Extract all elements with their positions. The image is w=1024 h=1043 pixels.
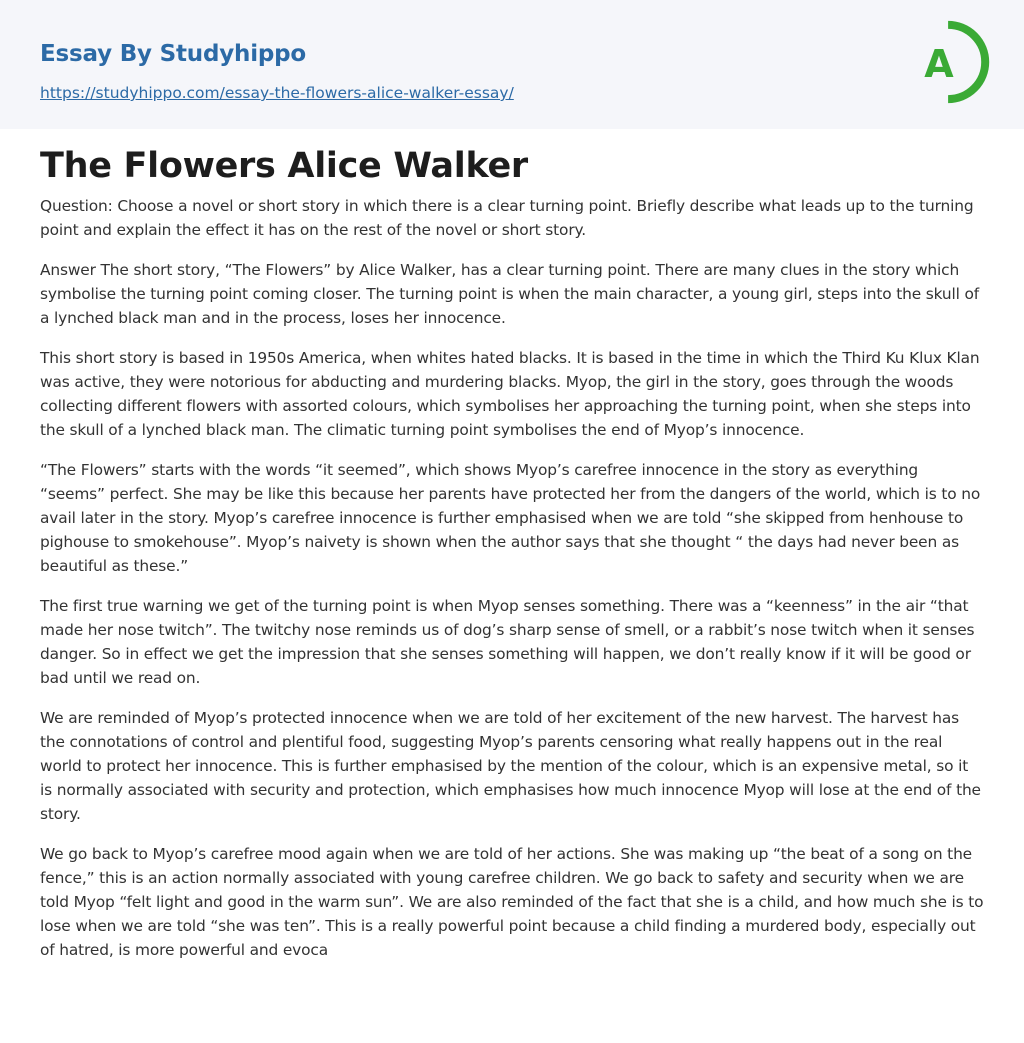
logo-letter: A — [924, 42, 954, 86]
paragraph-harvest: We are reminded of Myop’s protected innocence when we are told of her excitement of the new harvest. The harvest has the connotations of control and plentiful food, suggesting Myop’s parents censoring what really happens out in the real world to protect her innocence. This is further emphasised by the mention of the colour, which is an expensive metal, so it is normally associated with security and protection, which emphasises how much innocence Myop will lose at the end of the story. — [40, 709, 981, 823]
site-title[interactable]: Essay By Studyhippo — [40, 41, 307, 67]
article-title: The Flowers Alice Walker — [40, 146, 528, 186]
paragraph-carefree-mood: We go back to Myop’s carefree mood again when we are told of her actions. She was making up “the beat of a song on the fence,” this is an action normally associated with young carefree children. We go back to safety and security when we are told Myop “felt light and good in the warm sun”. We are also reminded of the fact that she is a child, and how much she is to lose when we are told “she was ten”. This is a really powerful point because a child finding a murdered body, especially out of hatred, is more powerful and evoca — [40, 845, 984, 959]
site-header — [0, 0, 1024, 129]
article-body — [40, 194, 984, 978]
source-url-link[interactable]: https://studyhippo.com/essay-the-flowers-alice-walker-essay/ — [40, 84, 514, 102]
paragraph-first-warning: The first true warning we get of the turning point is when Myop senses something. There was a “keenness” in the air “that made her nose twitch”. The twitchy nose reminds us of dog’s sharp sense of smell, or a rabbit’s nose twitch when it senses danger. So in effect we get the impression that she senses something will happen, we don’t really know if it will be good or bad until we read on. — [40, 597, 975, 687]
paragraph-question: Question: Choose a novel or short story in which there is a clear turning point. Briefly describe what leads up to the turning point and explain the effect it has on the rest of the novel or short story. — [40, 197, 974, 239]
studyhippo-logo-icon[interactable] — [906, 14, 992, 110]
paragraph-setting: This short story is based in 1950s America, when whites hated blacks. It is based in the time in which the Third Ku Klux Klan was active, they were notorious for abducting and murdering blacks. Myop, the girl in the story, goes through the woods collecting different flowers with assorted colours, which symbolises her approaching the turning point, when she steps into the skull of a lynched black man. The climatic turning point symbolises the end of Myop’s innocence. — [40, 349, 980, 439]
paragraph-answer: Answer The short story, “The Flowers” by Alice Walker, has a clear turning point. There are many clues in the story which symbolise the turning point coming closer. The turning point is when the main character, a young girl, steps into the skull of a lynched black man and in the process, loses her innocence. — [40, 261, 980, 327]
paragraph-it-seemed: “The Flowers” starts with the words “it seemed”, which shows Myop’s carefree innocence in the story as everything “seems” perfect. She may be like this because her parents have protected her from the dangers of the world, which is to no avail later in the story. Myop’s carefree innocence is further emphasised when we are told “she skipped from henhouse to pighouse to smokehouse”. Myop’s naivety is shown when the author says that she thought “ the days had never been as beautiful as these.” — [40, 461, 981, 575]
